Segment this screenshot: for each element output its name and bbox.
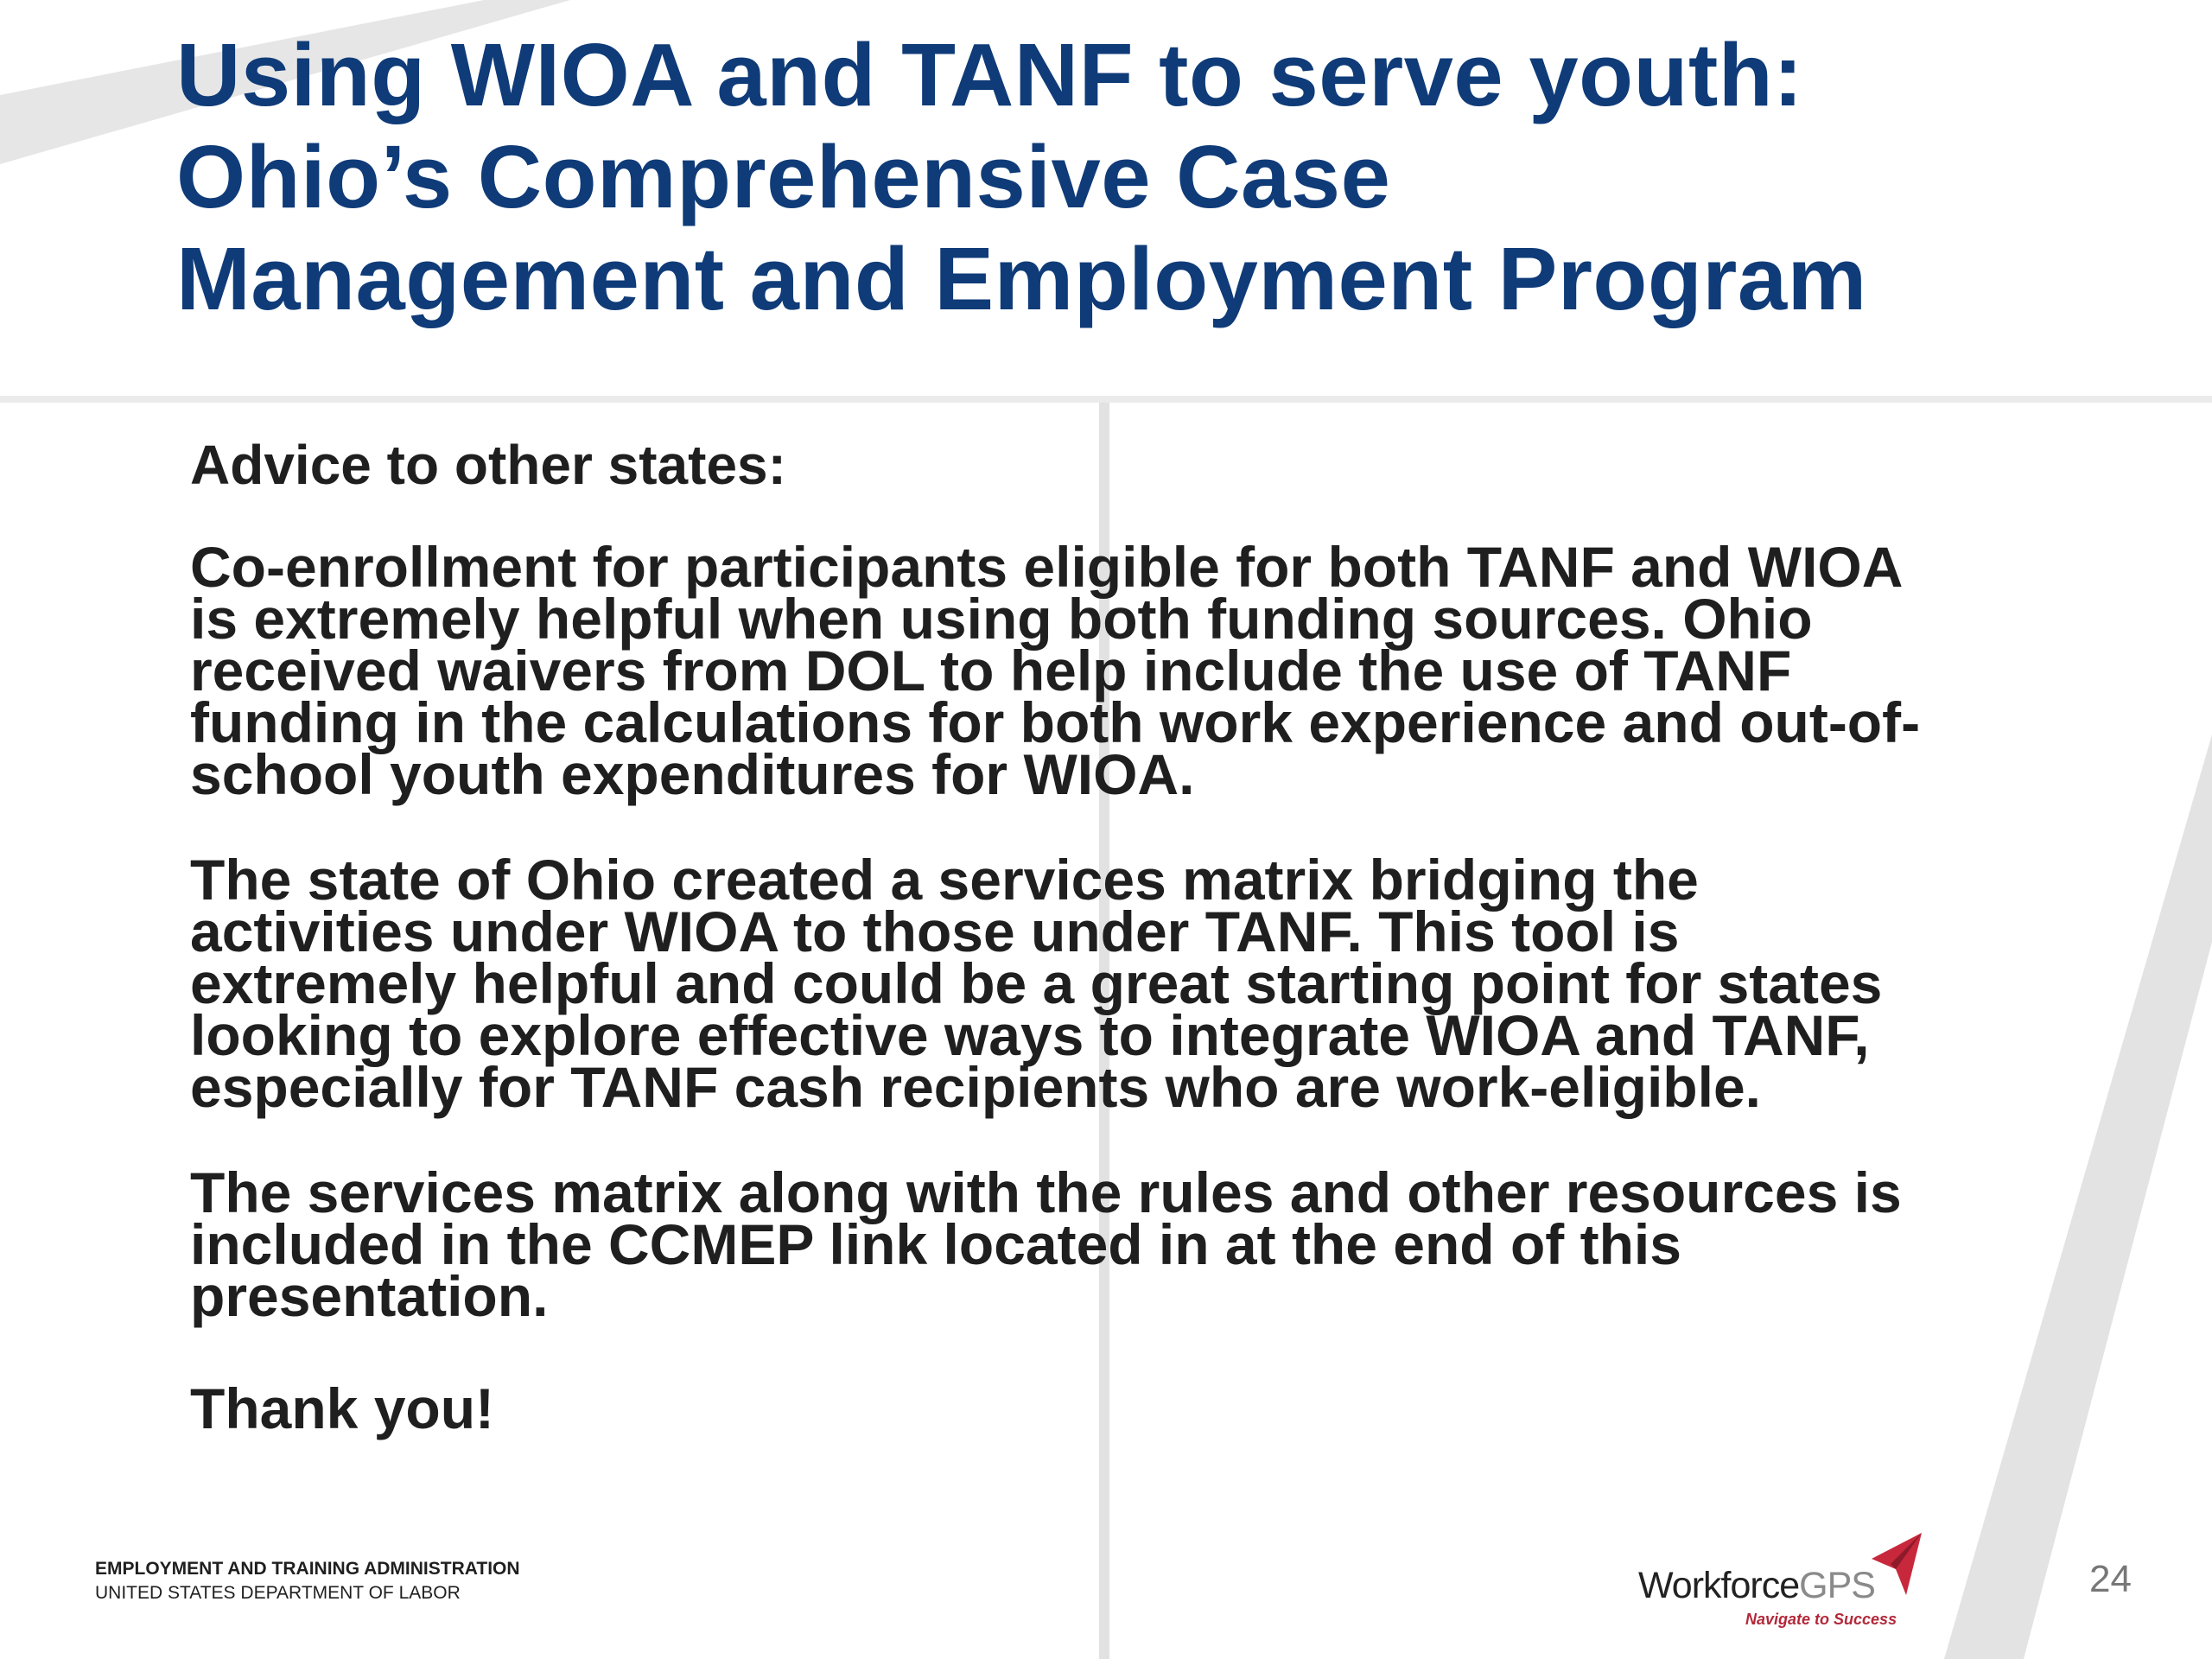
paragraph-line: The state of Ohio created a services matrix bridging the xyxy=(190,848,1699,912)
paragraph-services-matrix xyxy=(190,848,2074,1119)
footer-organization xyxy=(95,1557,520,1605)
paragraph-ccmep-link xyxy=(190,1160,2074,1328)
paragraph-line: extremely helpful and could be a great starting point for states xyxy=(190,951,1883,1015)
paragraph-line: school youth expenditures for WIOA. xyxy=(190,742,1195,806)
paragraph-line: presentation. xyxy=(190,1264,549,1328)
paragraph-line: especially for TANF cash recipients who are work-eligible. xyxy=(190,1055,1761,1119)
paragraph-line: The services matrix along with the rules and other resources is xyxy=(190,1160,1902,1224)
paragraph-line: activities under WIOA to those under TANF. This tool is xyxy=(190,899,1680,963)
paragraph-line: funding in the calculations for both work experience and out-of- xyxy=(190,690,1921,754)
paragraph-line: received waivers from DOL to help include the use of TANF xyxy=(190,639,1792,702)
title-line-1: Using WIOA and TANF to serve youth: xyxy=(176,25,1803,124)
logo-wordmark xyxy=(1638,1564,1875,1607)
footer-org-line-1: EMPLOYMENT AND TRAINING ADMINISTRATION xyxy=(95,1559,520,1579)
advice-heading: Advice to other states: xyxy=(190,434,786,496)
footer-org-line-2: UNITED STATES DEPARTMENT OF LABOR xyxy=(95,1583,461,1603)
slide-title xyxy=(176,24,2120,330)
slide-body xyxy=(190,432,2074,1441)
logo-wordmark-part-2: GPS xyxy=(1799,1565,1875,1606)
workforcegps-logo xyxy=(1638,1529,1932,1633)
paper-plane-arrow-icon xyxy=(1872,1529,1923,1599)
title-line-2: Ohio’s Comprehensive Case xyxy=(176,127,1391,226)
paragraph-line: is extremely helpful when using both funding sources. Ohio xyxy=(190,587,1813,651)
logo-wordmark-part-1: Workforce xyxy=(1638,1565,1800,1606)
paragraph-line: included in the CCMEP link located in at the end of this xyxy=(190,1212,1681,1276)
paragraph-line: looking to explore effective ways to integrate WIOA and TANF, xyxy=(190,1003,1870,1067)
title-line-3: Management and Employment Program xyxy=(176,229,1867,328)
closing-thank-you: Thank you! xyxy=(190,1376,495,1440)
paragraph-coenrollment xyxy=(190,535,2074,806)
paragraph-line: Co-enrollment for participants eligible for both TANF and WIOA xyxy=(190,535,1904,599)
logo-tagline: Navigate to Success xyxy=(1745,1611,1897,1628)
page-number: 24 xyxy=(2089,1558,2132,1600)
header-separator xyxy=(0,396,2212,403)
